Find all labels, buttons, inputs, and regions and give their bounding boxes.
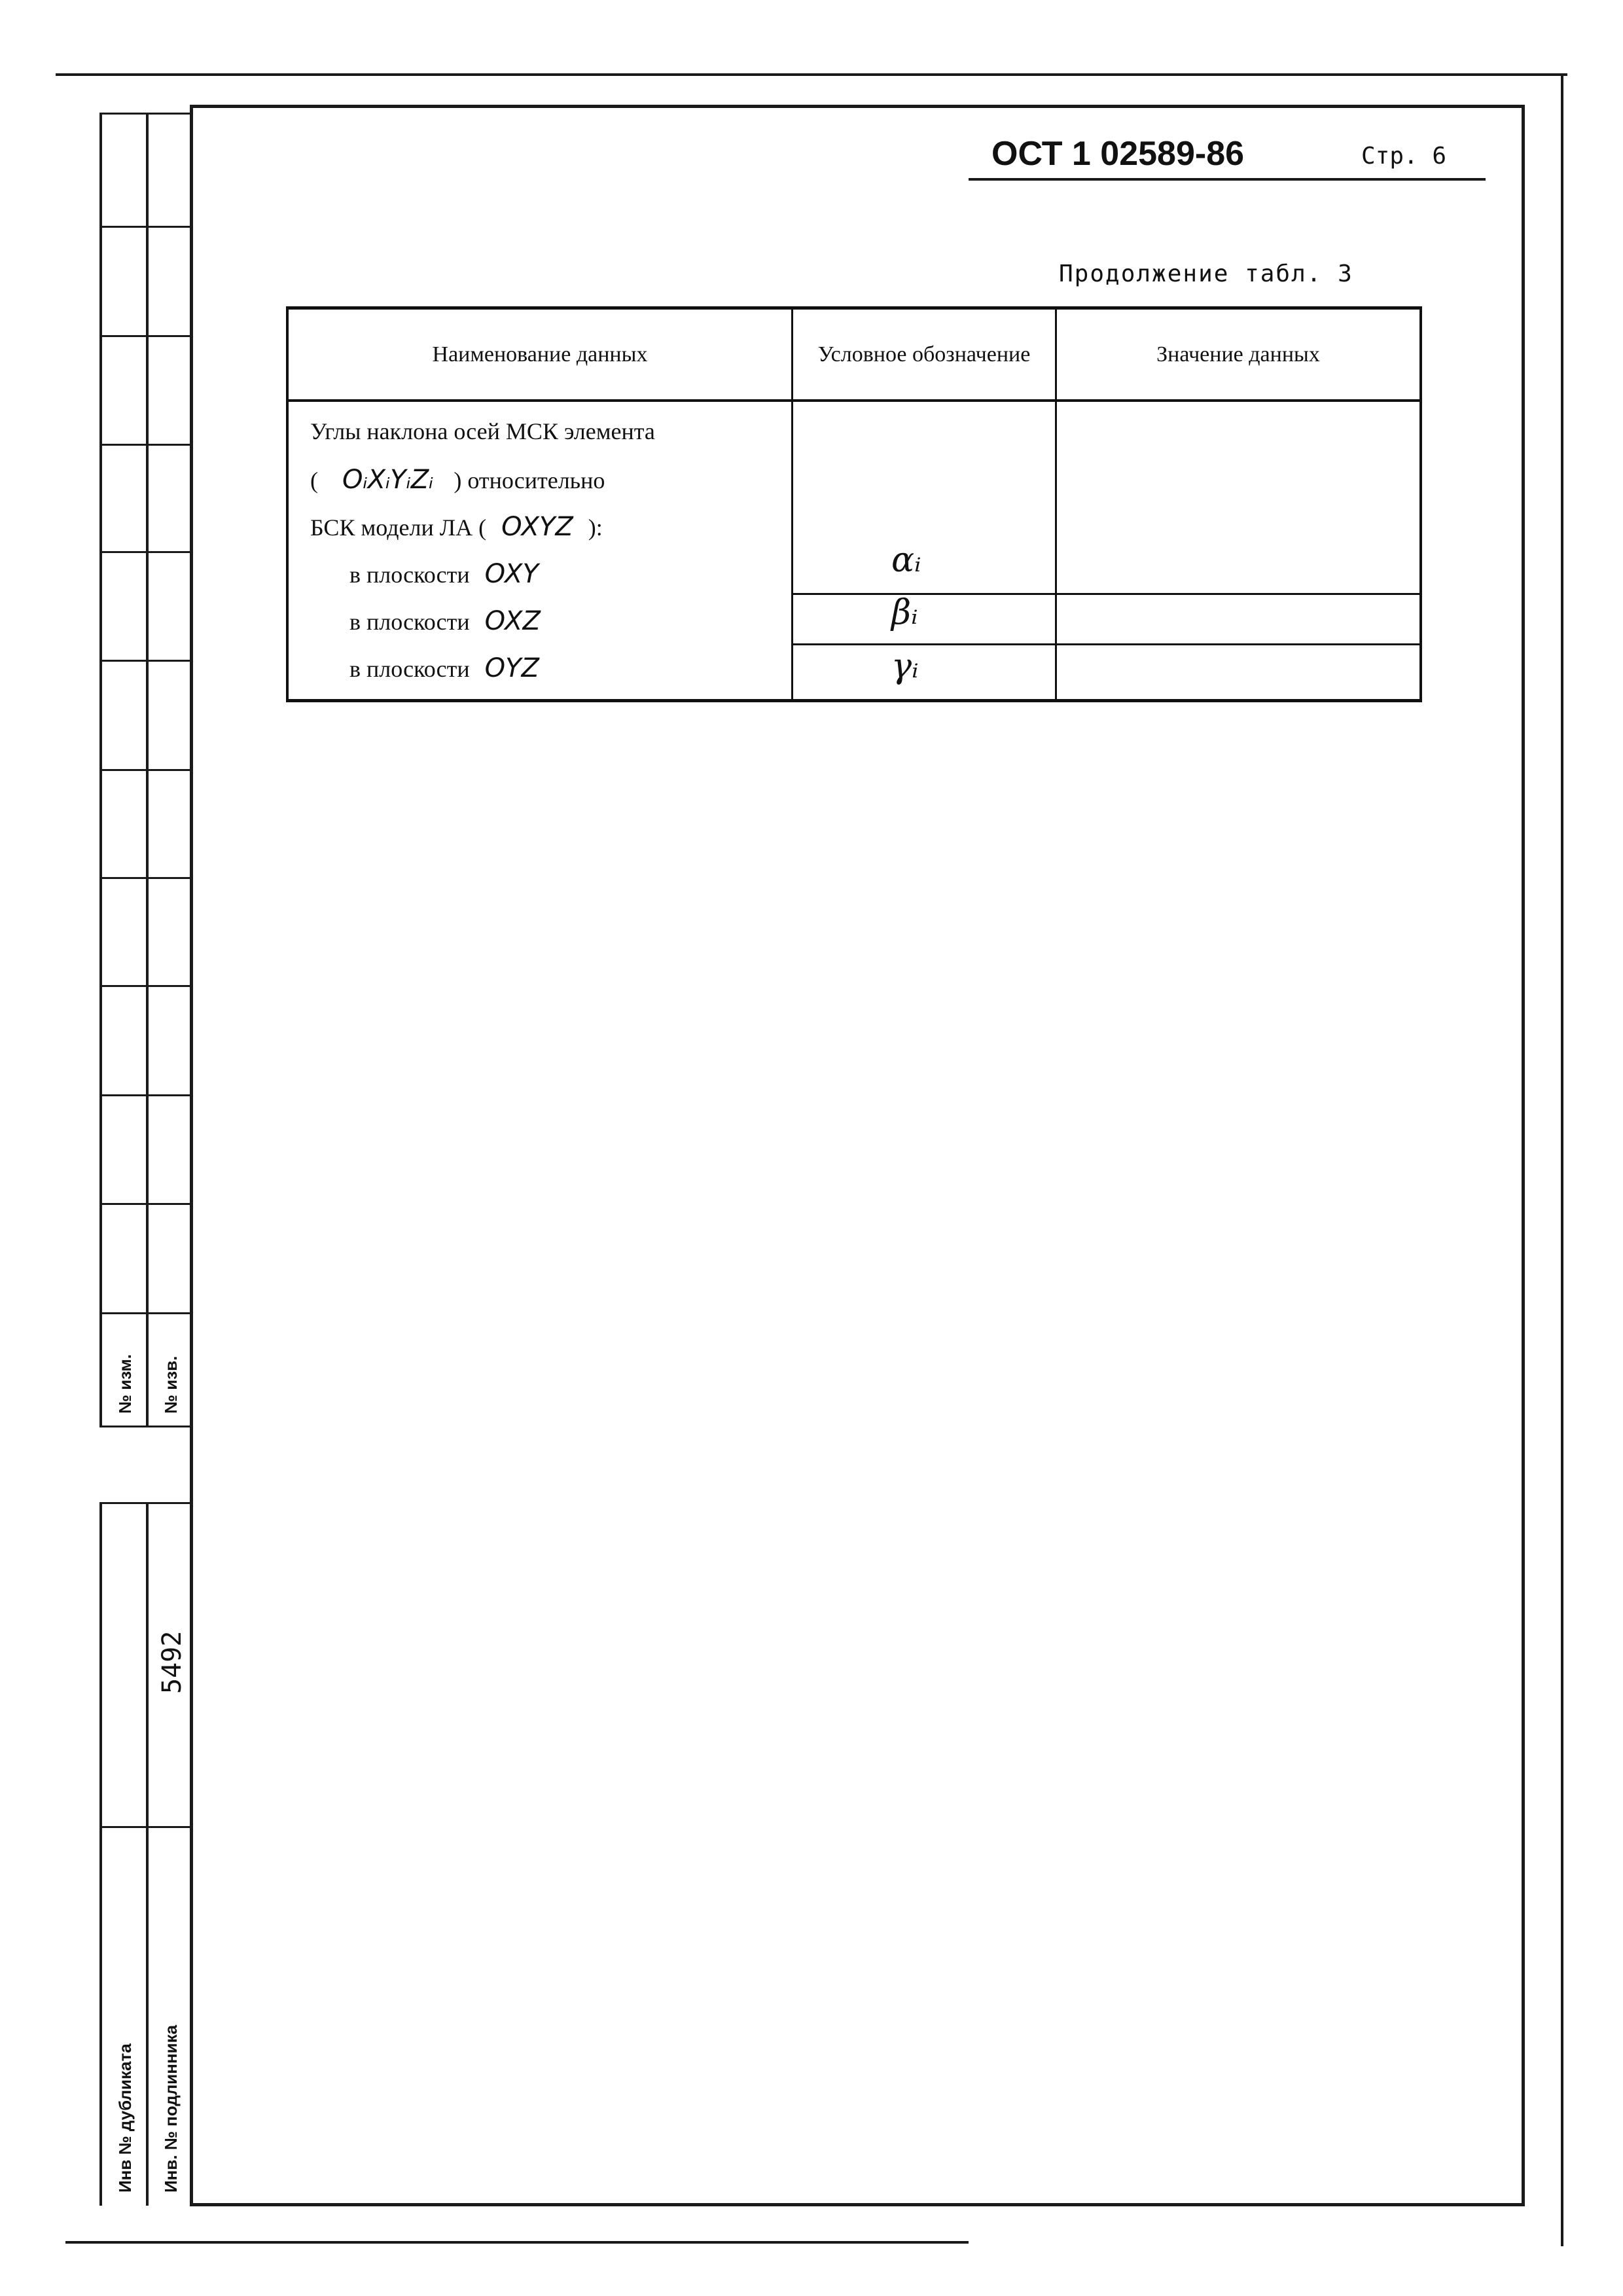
stamp-row-line [99, 769, 191, 771]
stamp-lower-top [99, 1502, 191, 1504]
table-row-sep [791, 643, 1422, 645]
element-csk-symbol: OᵢXᵢYᵢZᵢ [342, 465, 434, 495]
stamp-row-line [99, 444, 191, 446]
gamma-symbol: γᵢ [891, 647, 919, 686]
group-line-2-open: ( [310, 467, 318, 493]
stamp-row-line [99, 335, 191, 337]
stamp-row-line [99, 1094, 191, 1096]
group-line-2 [310, 465, 605, 495]
frame-right [1522, 105, 1525, 2206]
group-line-3-pre: БСК модели ЛА ( [310, 514, 487, 541]
table-row-oxz [349, 606, 541, 636]
column-header-name: Наименование данных [432, 342, 648, 367]
stamp-row-line [99, 1312, 191, 1314]
stamp-upper-bottom [99, 1426, 191, 1427]
stamp-lower-left [99, 1502, 102, 2206]
stamp-row-line [99, 877, 191, 879]
original-inv-number: 5492 [157, 1630, 187, 1694]
plane-label: OXZ [484, 606, 541, 636]
group-line-3-close: ): [588, 514, 603, 541]
group-line-1: Углы наклона осей МСК элемента [310, 418, 655, 444]
row-prefix: в плоскости [349, 609, 470, 635]
top-margin-line [56, 73, 1567, 76]
column-header-value: Значение данных [1156, 342, 1320, 367]
plane-label: OYZ [484, 653, 539, 683]
document-code: ОСТ 1 02589-86 [991, 135, 1245, 173]
group-line-3 [310, 512, 603, 542]
table-border-bottom [286, 699, 1422, 702]
bottom-margin-line [65, 2241, 969, 2244]
model-bsk-symbol: OXYZ [501, 512, 573, 542]
right-margin-line [1561, 73, 1563, 2246]
stamp-upper-top [99, 113, 191, 115]
stamp-row-line [99, 551, 191, 553]
change-no-label: № изм. [115, 1354, 135, 1414]
alpha-symbol: αᵢ [891, 541, 921, 580]
header-underline [969, 178, 1486, 181]
plane-label: OXY [484, 559, 539, 589]
stamp-row-line [99, 660, 191, 662]
table-header-line [286, 399, 1422, 402]
notice-no-label: № изв. [161, 1355, 181, 1414]
frame-left [190, 105, 193, 2206]
row-prefix: в плоскости [349, 656, 470, 682]
stamp-row-line [99, 985, 191, 987]
stamp-row-line [99, 1203, 191, 1205]
stamp-lower-divider [99, 1826, 191, 1828]
page-number: Стр. 6 [1361, 143, 1447, 170]
frame-bottom [190, 2203, 1525, 2206]
table-continuation-label: Продолжение табл. 3 [1059, 260, 1353, 287]
stamp-lower-mid [146, 1502, 149, 2206]
column-header-symbol: Условное обозначение [817, 342, 1031, 367]
table-row-oyz [349, 653, 539, 683]
data-table [286, 306, 1422, 702]
table-row-oxy [349, 559, 539, 589]
duplicate-inv-label: Инв № дубликата [115, 2043, 135, 2193]
group-line-2-close: ) относительно [454, 467, 605, 493]
frame-top [190, 105, 1525, 108]
original-inv-label: Инв. № подлинника [161, 2024, 181, 2193]
table-row-sep [791, 593, 1422, 595]
row-prefix: в плоскости [349, 562, 470, 588]
beta-symbol: βᵢ [891, 593, 918, 632]
stamp-row-line [99, 226, 191, 228]
